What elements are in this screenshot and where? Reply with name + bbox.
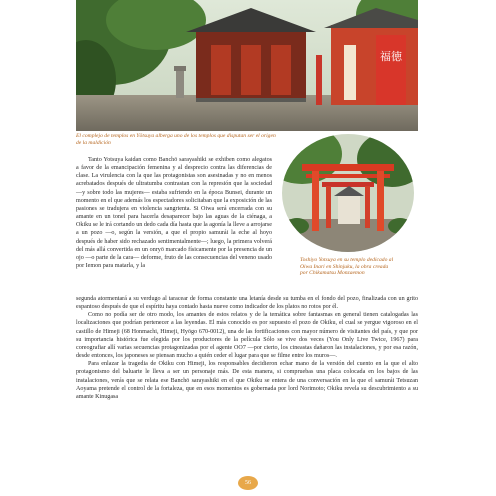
paragraph: Como no podía ser de otro modo, los amantes de estos relatos y de la temática sobre fantasmas en general tienen catalogadas las localizaciones que podrían pertenecer a las leyendas. El más conocido es por supuesto el pozo de Okiku, el cual se yergue vigoroso en el castillo de Himeji (68 Honmachi, Himeji, Hyōgo 670-0012), una de las fortificaciones con mayor número de visitantes del país, y que por su importancia histórica fue elegida por los productores de la película Sólo se vive dos veces (You Only Live Twice, 1967) para coreografiar allí varias secuencias protagonizadas por el agente OO7 —por cierto, los cineastas dañaron las instalaciones, y por esa razón, desde entonces, los japoneses se piensan mucho a quién ceder el lugar para que se filme entre los muros—. <box>76 312 418 360</box>
page-number: 56 <box>238 476 258 490</box>
caption-round: Toshiyo Yotsuya en su templo dedicado al Oiwa Inari en Shinjuku, la obra creada por Chikamatsu Monzaemon <box>300 257 394 277</box>
body-text-full <box>76 295 418 401</box>
temple-photo <box>76 0 418 131</box>
banner-text: 福徳 <box>380 50 402 63</box>
body-text-narrow <box>76 156 272 270</box>
paragraph: Para enlazar la tragedia de Okiku con Himeji, los responsables decidieron echar mano de la versión del cuento en la que el alto protagonismo del baluarte le lleva a ser un personaje más. De esta manera, si compruebas una placa colocada en los bajos de las instalaciones, verás que se relata ese Banchō sarayashiki en el que Okiku se entera de una conversación en la que el samurái Tetsuzan Aoyama pretende el control de la fortaleza, que en esos momentos es gobernada por lord Norimoto; Okiku revela su descubrimiento a su amante Kinugasa <box>76 361 418 400</box>
torii-illustration <box>282 134 414 252</box>
torii-photo <box>282 134 414 252</box>
paragraph: segunda atormentará a su verdugo al taracear de forma constante una letanía desde su tumba en el fondo del pozo, finalizada con un grito espantoso después de que el espíritu haya contado hasta nueve como indicador de los platos no rotos por él. <box>76 296 418 311</box>
caption-top: El complejo de templos en Yōtsuya alberga uno de los templos que disputan ser el origen de la maldición <box>76 133 276 146</box>
temple-illustration <box>76 0 418 131</box>
paragraph: Tanto Yotsuya kaidan como Banchō sarayashiki se exhiben como alegatos a favor de la emancipación femenina y al desprecio contra las diferencias de clase. La virulencia con la que las protagonistas son asesinadas y no en menos acrebatados después de ultratumba contrastan con la represión que la sociedad —y sobre todo las mujeres— estaba sufriendo en la época Bunsei, durante un momento en el que además los espectadores solicitaban que la exposición de las pasiones se tradujera en violencia sangrienta. Si Oiwa será encerrada con su amante en un tonel para hacerla desaparecer bajo las aguas de la ciénaga, a Okiku se le irá cortando un dedo cada día hasta que la agonía la lleve a arrojarse a un pozo —o, según la versión, a que el propio samurái la eche al hoyo después de haber sido rechazado sentimentalmente—; luego, la primera volverá del más allá convertida en un onryō marcado físicamente por la presencia de un ojo —o parte de la cara— deforme, fruto de las consecuencias del veneno usado por Iemon para matarla, y la <box>76 157 272 270</box>
